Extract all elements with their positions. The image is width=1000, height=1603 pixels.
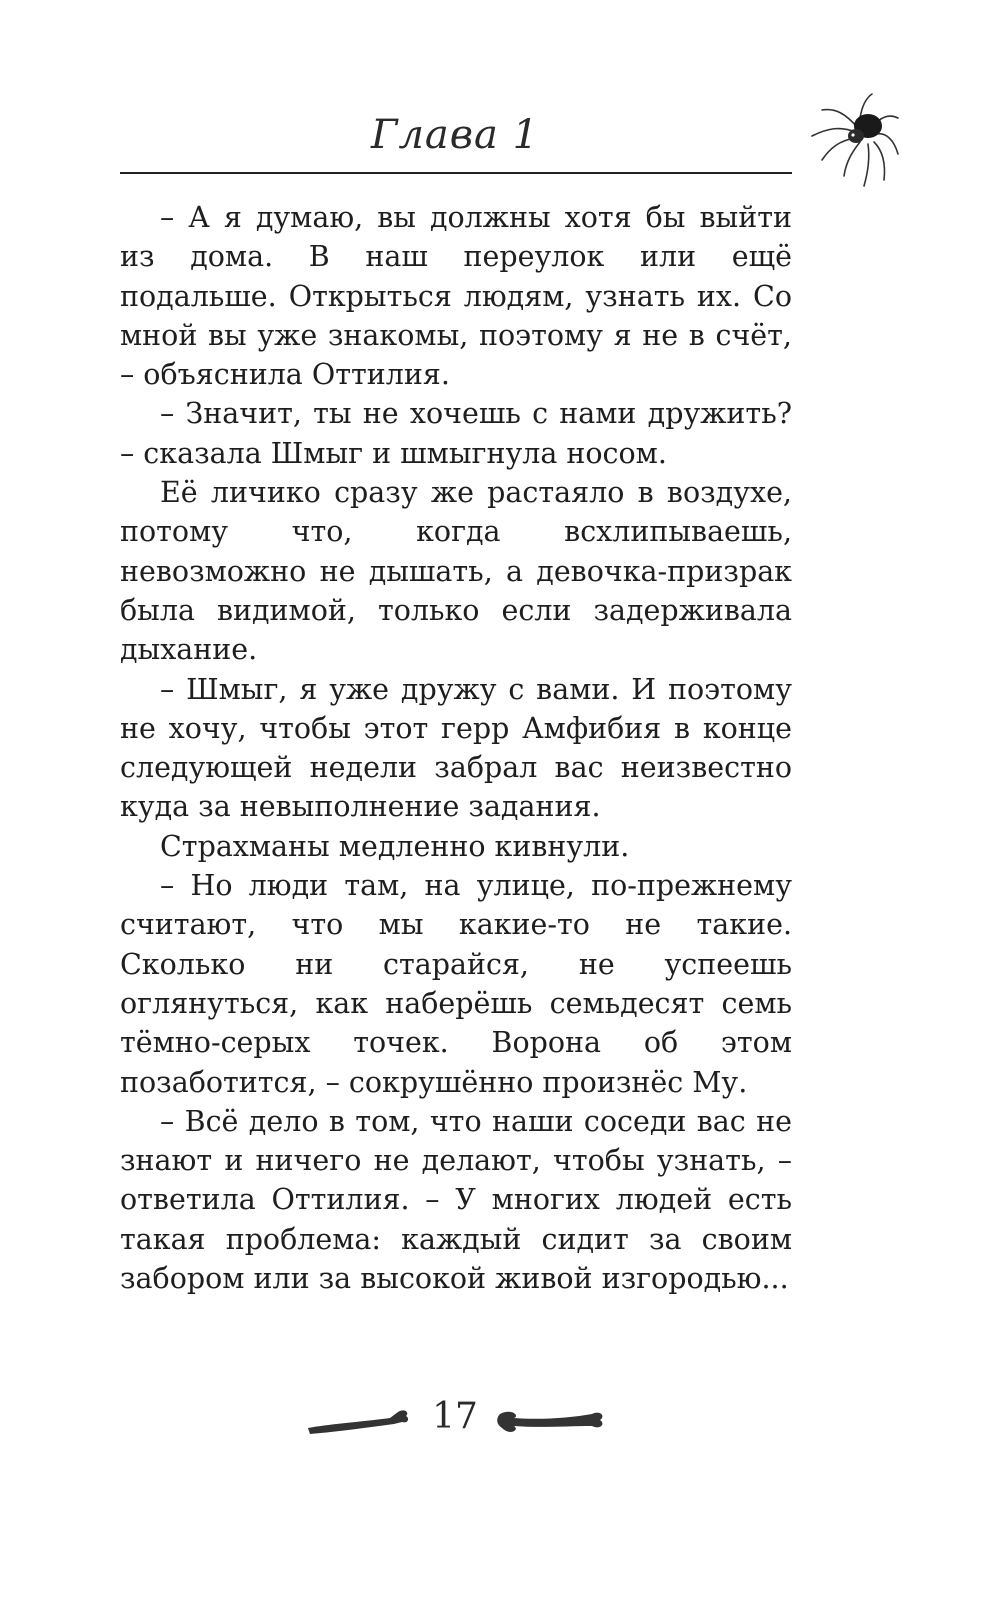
paragraph: – Шмыг, я уже дружу с вами. И поэтому не хочу, чтобы этот герр Амфибия в конце следующей недели забрал вас неизвестно куда за невыполнение задания. xyxy=(120,672,792,824)
header-divider xyxy=(120,172,792,174)
paragraph: – А я думаю, вы должны хотя бы выйти из дома. В наш переулок или ещё подальше. Открыться людям, узнать их. Со мной вы уже знакомы, поэтому я не в счёт, – объяснила Оттилия. xyxy=(120,201,792,392)
body-text xyxy=(120,198,792,1298)
paragraph: Страхманы медленно кивнули. xyxy=(160,829,630,863)
paragraph: Её личико сразу же растаяло в воздухе, потому что, когда всхлипываешь, невозможно не дышать, а девочка-призрак была видимой, только если задерживала дыхание. xyxy=(120,476,792,667)
paragraph: – Всё дело в том, что наши соседи вас не знают и ничего не делают, чтобы узнать, – ответила Оттилия. – У многих людей есть такая проблема: каждый сидит за своим забором или за высокой живой изгородью... xyxy=(120,1104,792,1296)
page-number: 17 xyxy=(432,1396,478,1437)
spider-icon xyxy=(800,88,910,198)
chapter-title: Глава 1 xyxy=(370,112,540,158)
paragraph: – Но люди там, на улице, по-прежнему считают, что мы какие-то не такие. Сколько ни старайся, не успеешь оглянуться, как наберёшь семьдесят семь тёмно-серых точек. Ворона об этом позаботится, – сокрушённо произнёс Му. xyxy=(120,869,792,1099)
paragraph: – Значит, ты не хочешь с нами дружить? – сказала Шмыг и шмыгнула носом. xyxy=(120,397,792,470)
